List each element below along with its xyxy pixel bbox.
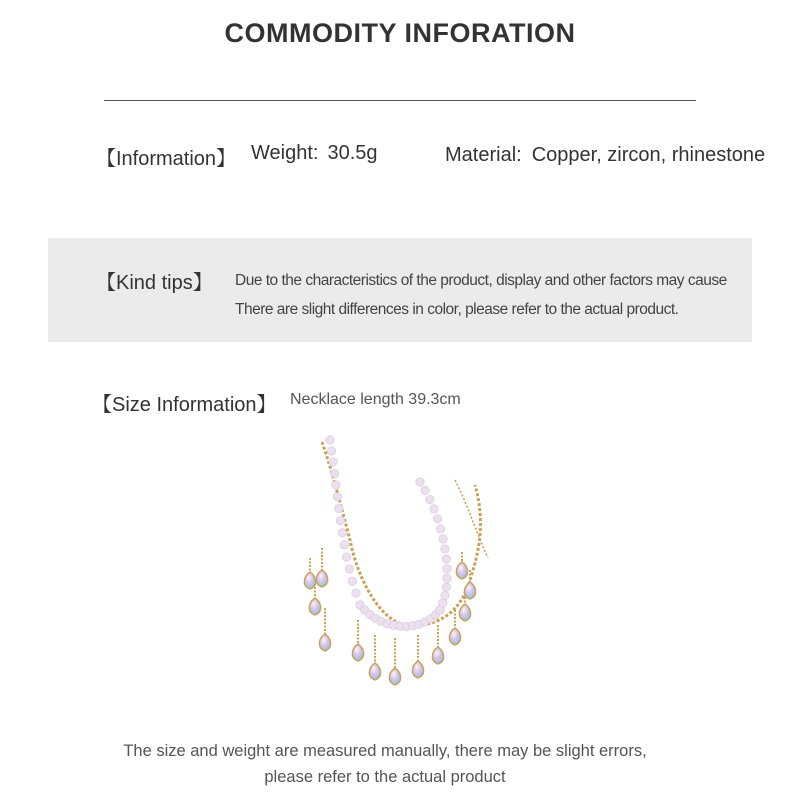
pearl-bead bbox=[439, 535, 447, 543]
pearl-bead bbox=[421, 486, 429, 494]
pearl-bead bbox=[338, 529, 346, 537]
pearl-bead bbox=[345, 565, 353, 573]
pearl-bead bbox=[442, 555, 450, 563]
crystal-drop bbox=[319, 634, 330, 651]
kind-tips-text bbox=[235, 266, 727, 324]
footnote-line-1: The size and weight are measured manually, there may be slight errors, bbox=[123, 742, 647, 760]
pearl-bead bbox=[442, 583, 450, 591]
pearl-bead bbox=[441, 545, 449, 553]
crystal-drop bbox=[309, 598, 320, 615]
material-value: Copper, zircon, rhinestone bbox=[531, 144, 766, 166]
pearl-bead bbox=[340, 541, 348, 549]
title-divider bbox=[104, 100, 696, 101]
pearl-bead bbox=[335, 504, 343, 512]
pearl-bead bbox=[336, 516, 344, 524]
pearl-bead bbox=[327, 447, 335, 455]
pearl-bead bbox=[443, 565, 451, 573]
pearl-bead bbox=[326, 436, 334, 444]
weight-row bbox=[251, 142, 378, 165]
material-row bbox=[445, 144, 765, 167]
pearl-bead bbox=[343, 553, 351, 561]
pearl-bead bbox=[333, 493, 341, 501]
pearl-bead bbox=[426, 495, 434, 503]
page-title: COMMODITY INFORATION bbox=[224, 18, 576, 48]
weight-value: 30.5g bbox=[327, 142, 378, 164]
pearl-bead bbox=[332, 481, 340, 489]
pearl-bead bbox=[330, 469, 338, 477]
pearl-bead bbox=[441, 591, 449, 599]
kind-tips-label: 【Kind tips】 bbox=[96, 272, 213, 294]
size-information-label: 【Size Information】 bbox=[92, 394, 277, 416]
pearl-bead bbox=[436, 525, 444, 533]
crystal-drop bbox=[352, 644, 363, 661]
pearl-bead bbox=[443, 574, 451, 582]
pearl-bead bbox=[439, 599, 447, 607]
weight-key: Weight: bbox=[251, 142, 319, 164]
material-key: Material: bbox=[445, 144, 522, 166]
crystal-drop bbox=[464, 582, 475, 599]
pearl-bead bbox=[430, 505, 438, 513]
kind-tips-line-2: There are slight differences in color, please refer to the actual product. bbox=[235, 301, 679, 318]
pearl-bead bbox=[352, 589, 360, 597]
crystal-drop bbox=[459, 604, 470, 621]
pearl-bead bbox=[329, 458, 337, 466]
kind-tips-line-1: Due to the characteristics of the product, display and other factors may cause bbox=[235, 272, 727, 289]
pearl-bead bbox=[416, 478, 424, 486]
crystal-drop bbox=[456, 562, 467, 579]
footnote-line-2: please refer to the actual product bbox=[264, 768, 506, 786]
information-label: 【Information】 bbox=[96, 148, 237, 170]
crystal-drop bbox=[369, 663, 380, 680]
crystal-drop bbox=[304, 572, 315, 589]
crystal-drop bbox=[432, 647, 443, 664]
necklace-length-text: Necklace length 39.3cm bbox=[290, 391, 461, 408]
necklace-icon bbox=[270, 430, 510, 700]
crystal-drop bbox=[389, 668, 400, 685]
pearl-bead bbox=[433, 515, 441, 523]
pearl-bead bbox=[348, 577, 356, 585]
crystal-drop bbox=[449, 628, 460, 645]
crystal-drop bbox=[316, 570, 327, 587]
crystal-drop bbox=[412, 661, 423, 678]
footnote bbox=[0, 738, 770, 790]
